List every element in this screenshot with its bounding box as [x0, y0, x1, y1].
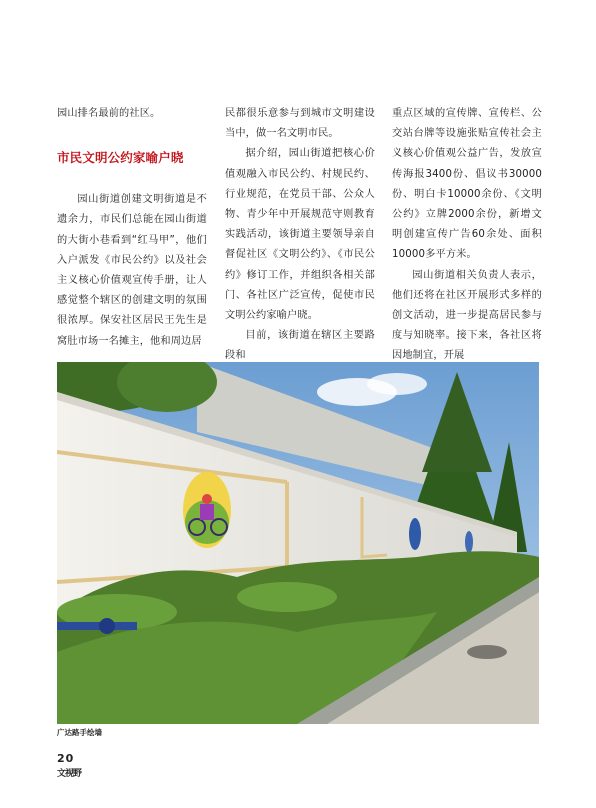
- paragraph: 园山街道创建文明街道是不遗余力，市民们总能在园山街道的大街小巷看到“红马甲”，他们入户派发《市民公约》以及社会主义核心价值观宣传手册，让人感觉整个辖区的创建文明的氛围很浓厚。保安社区居民王先生是窝肚市场一名摊主，他和周边居: [57, 194, 207, 347]
- paragraph: 目前，该街道在辖区主要路段和: [225, 330, 375, 362]
- photo-illustration: [57, 362, 539, 724]
- text-column-2: [225, 104, 375, 367]
- paragraph: 重点区域的宣传牌、宣传栏、公交站台牌等设施张贴宣传社会主义核心价值观公益广告，发放宣传海报3400份、倡议书30000份、明白卡10000余份、《文明公约》立牌2000余份，新增文明创建宣传广告60余处、面积10000多平方米。: [392, 108, 542, 261]
- photo-caption: 广达路手绘墙: [57, 728, 102, 737]
- paragraph: 民都很乐意参与到城市文明建设当中，做一名文明市民。: [225, 108, 375, 140]
- street-mural-photo: [57, 362, 539, 724]
- section-heading: 市民文明公约家喻户晓: [57, 150, 184, 166]
- paragraph: 据介绍，园山街道把核心价值观融入市民公约、村规民约、行业规范，在党员干部、公众人物、青少年中开展规范守则教育实践活动，该街道主要领导亲自督促社区《文明公约》、《市民公约》修订工作，并组织各相关部门、各社区广泛宣传，促使市民文明公约家喻户晓。: [225, 148, 375, 322]
- page-number: 20: [57, 752, 75, 765]
- text-column-1: [57, 104, 207, 352]
- magazine-logo: 文视野: [57, 769, 82, 779]
- text-column-3: [392, 104, 542, 367]
- paragraph: 园山街道相关负责人表示，他们还将在社区开展形式多样的创文活动，进一步提高居民参与度与知晓率。接下来，各社区将因地制宜，开展: [392, 269, 542, 362]
- paragraph: 园山排名最前的社区。: [57, 108, 161, 119]
